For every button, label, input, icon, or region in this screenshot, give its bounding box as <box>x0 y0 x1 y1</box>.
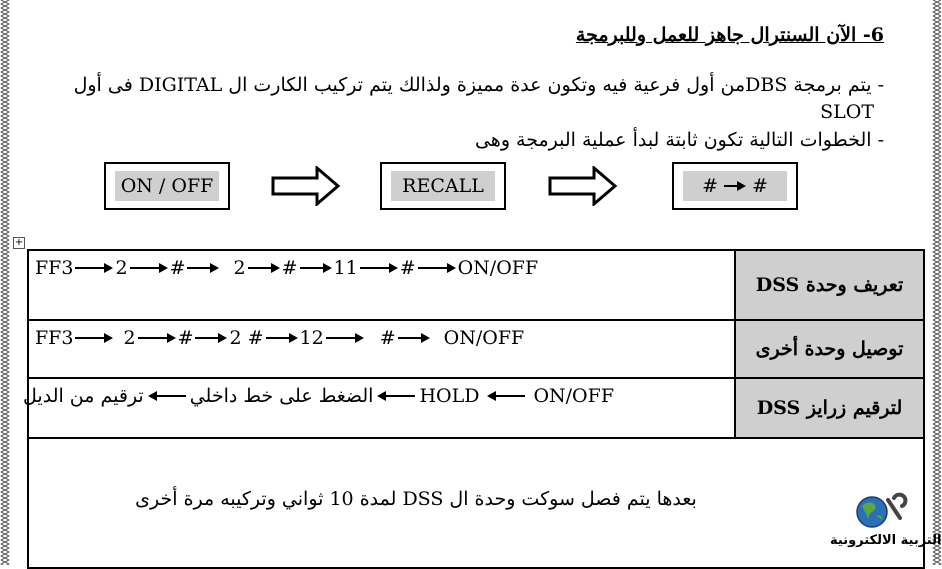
hash-right: # <box>752 175 768 197</box>
arrow-right-icon <box>130 263 168 273</box>
step-box-on-off <box>104 162 230 210</box>
arrow-right-icon <box>75 333 113 343</box>
section-heading: 6- الآن السنترال جاهز للعمل وللبرمجة <box>575 24 884 46</box>
arrow-right-icon <box>75 263 113 273</box>
page-border-right <box>932 0 942 565</box>
table-row <box>23 379 923 439</box>
arrow-right-icon <box>724 181 746 191</box>
arrow-right-icon <box>360 263 398 273</box>
step-label-recall: RECALL <box>391 171 495 201</box>
row-label: تعريف وحدة DSS <box>736 251 923 319</box>
arrow-right-icon <box>187 263 219 273</box>
key-sequence: FF3 2 # 2 # 11 # ON/OFF <box>35 257 539 279</box>
arrow-right-icon <box>418 263 456 273</box>
globe-wrench-logo-icon <box>850 492 914 534</box>
sequence-cell <box>23 379 736 437</box>
row-label: لترقيم زرايز DSS <box>736 379 923 437</box>
arrow-right-icon <box>266 333 298 343</box>
row-label: توصيل وحدة أخرى <box>736 321 923 377</box>
step-label-hash-hash <box>683 171 787 201</box>
arrow-right-icon <box>138 333 176 343</box>
block-arrow-right-icon <box>548 166 618 206</box>
intro-line-1: - يتم برمجة DBSمن أول فرعية فيه وتكون عدة مميزة ولذالك يتم تركيب الكارت ال DIGITAL فى أول <box>73 74 884 96</box>
step-box-hash-hash <box>672 162 798 210</box>
table-row <box>29 321 923 379</box>
intro-line-2: - الخطوات التالية تكون ثابتة لبدأ عملية البرمجة وهى <box>474 129 884 151</box>
sequence-cell <box>29 321 736 377</box>
arrow-right-icon <box>248 263 280 273</box>
step-box-recall <box>380 162 506 210</box>
key-sequence: FF3 2 # 2 # 12 # ON/OFF <box>35 327 525 349</box>
sequence-cell <box>29 251 736 319</box>
block-arrow-right-icon <box>271 166 341 206</box>
step-label-on-off: ON / OFF <box>115 171 219 201</box>
logo-caption: التربية الالكترونية <box>830 533 942 548</box>
arrow-right-icon <box>398 333 430 343</box>
arrow-right-icon <box>487 391 525 401</box>
table-move-handle-icon[interactable]: + <box>14 237 24 248</box>
arrow-right-icon <box>300 263 332 273</box>
arrow-right-icon <box>326 333 364 343</box>
key-sequence: ON/OFF HOLD الضغط على خط داخلي ترقيم من الديل <box>23 385 614 407</box>
table-row <box>29 251 923 321</box>
intro-line-1-continued: SLOT <box>820 101 874 123</box>
arrow-right-icon <box>377 391 415 401</box>
arrow-right-icon <box>148 391 186 401</box>
reset-note: بعدها يتم فصل سوكت وحدة ال DSS لمدة 10 ثواني وتركيبه مرة أخرى <box>135 488 697 510</box>
hash-left: # <box>702 175 718 197</box>
arrow-right-icon <box>195 333 227 343</box>
programming-table <box>23 249 925 569</box>
page-border-left <box>0 0 10 565</box>
